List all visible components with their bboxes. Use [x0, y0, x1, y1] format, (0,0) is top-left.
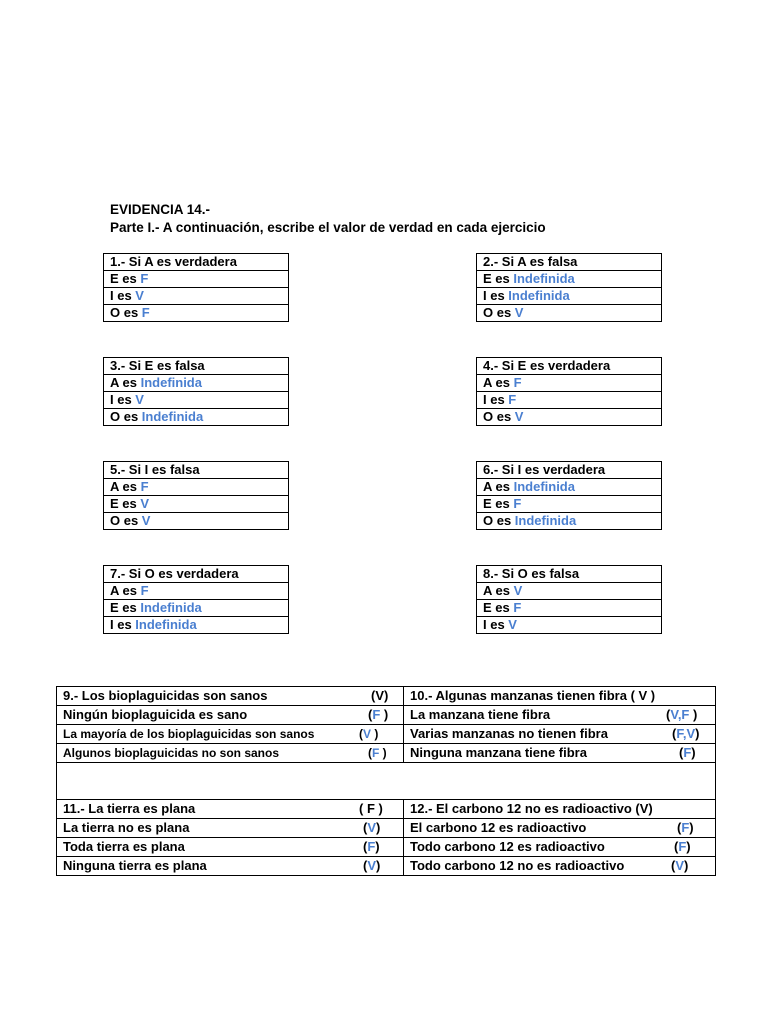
exercise-3-table — [103, 357, 289, 426]
exercise-9-row: Ningún bioplaguicida es sano (F ) — [57, 706, 404, 725]
exercise-title: 1.- Si A es verdadera — [104, 254, 289, 271]
answer-value: (V) — [371, 688, 389, 703]
answer-value: F — [513, 496, 522, 511]
answer-value: V — [513, 583, 523, 598]
exercise-10-row: La manzana tiene fibra (V,F ) — [404, 706, 716, 725]
answer-value: V — [514, 409, 524, 424]
exercise-row: E es F — [104, 271, 289, 288]
answer-value: F — [681, 820, 690, 835]
exercise-title: 3.- Si E es falsa — [104, 358, 289, 375]
answer-value: Indefinida — [140, 375, 202, 390]
exercise-12-row: El carbono 12 es radioactivo (F) — [404, 819, 716, 838]
answer-value: ( F ) — [359, 801, 383, 816]
exercise-9-row: La mayoría de los bioplaguicidas son sanos (V ) — [57, 725, 404, 744]
exercise-row: I es V — [104, 288, 289, 305]
exercise-2-table — [476, 253, 662, 322]
document-title: EVIDENCIA 14.- — [110, 202, 211, 217]
exercise-1-table — [103, 253, 289, 322]
answer-value: V — [508, 617, 517, 632]
exercise-11-row: Ninguna tierra es plana (V) — [57, 857, 404, 876]
exercise-row: O es V — [477, 409, 662, 426]
answer-value: F — [140, 583, 149, 598]
exercise-4-table — [476, 357, 662, 426]
answer-value: F — [140, 479, 149, 494]
exercise-12-row: Todo carbono 12 no es radioactivo (V) — [404, 857, 716, 876]
exercise-10-row: Ninguna manzana tiene fibra (F) — [404, 744, 716, 763]
answer-value: V,F — [670, 707, 690, 722]
exercise-row: O es Indefinida — [477, 513, 662, 530]
instructions: Parte I.- A continuación, escribe el valor de verdad en cada ejercicio — [110, 220, 546, 235]
answer-value: Indefinida — [135, 617, 197, 632]
answer-value: V — [675, 858, 685, 873]
exercise-title: 5.- Si I es falsa — [104, 462, 289, 479]
exercise-11-row: Toda tierra es plana (F) — [57, 838, 404, 857]
exercise-9-title: 9.- Los bioplaguicidas son sanos (V) — [57, 687, 404, 706]
answer-value: F — [678, 839, 687, 854]
answer-value: F — [683, 745, 692, 760]
answer-value: F — [372, 707, 381, 722]
exercise-row: A es F — [104, 479, 289, 496]
exercise-title: 8.- Si O es falsa — [477, 566, 662, 583]
exercise-11-title: 11.- La tierra es plana ( F ) — [57, 800, 404, 819]
exercise-row: A es Indefinida — [104, 375, 289, 392]
exercise-row: I es Indefinida — [477, 288, 662, 305]
exercise-12-row: Todo carbono 12 es radioactivo (F) — [404, 838, 716, 857]
exercise-title: 2.- Si A es falsa — [477, 254, 662, 271]
exercise-row: A es F — [477, 375, 662, 392]
answer-value: V — [135, 288, 144, 303]
answer-value: Indefinida — [141, 409, 204, 424]
exercise-title: 6.- Si I es verdadera — [477, 462, 662, 479]
exercise-row: I es F — [477, 392, 662, 409]
answer-value: Indefinida — [140, 600, 202, 615]
answer-value: V — [367, 820, 377, 835]
exercise-row: A es Indefinida — [477, 479, 662, 496]
exercise-row: E es F — [477, 496, 662, 513]
exercise-row: O es V — [104, 513, 289, 530]
exercise-9-row: Algunos bioplaguicidas no son sanos (F ) — [57, 744, 404, 763]
exercise-7-table — [103, 565, 289, 634]
exercise-12-title: 12.- El carbono 12 no es radioactivo (V) — [404, 800, 716, 819]
exercises-9-12-table — [56, 686, 716, 876]
answer-value: Indefinida — [513, 479, 575, 494]
exercise-title: 4.- Si E es verdadera — [477, 358, 662, 375]
exercise-row: O es V — [477, 305, 662, 322]
answer-value: V — [367, 858, 377, 873]
exercise-row: E es Indefinida — [104, 600, 289, 617]
exercise-row: E es F — [477, 600, 662, 617]
answer-value: V — [363, 727, 372, 741]
exercise-row: A es F — [104, 583, 289, 600]
answer-value: F — [141, 305, 150, 320]
exercise-8-table — [476, 565, 662, 634]
exercise-10-title: 10.- Algunas manzanas tienen fibra ( V ) — [404, 687, 716, 706]
spacer-row — [57, 763, 716, 800]
exercise-10-row: Varias manzanas no tienen fibra (F,V) — [404, 725, 716, 744]
exercise-5-table — [103, 461, 289, 530]
answer-value: F — [140, 271, 149, 286]
answer-value: F — [367, 839, 376, 854]
exercise-title: 7.- Si O es verdadera — [104, 566, 289, 583]
answer-value: Indefinida — [508, 288, 570, 303]
exercise-11-row: La tierra no es plana (V) — [57, 819, 404, 838]
exercise-row: I es V — [104, 392, 289, 409]
answer-value: Indefinida — [513, 271, 575, 286]
exercise-row: I es V — [477, 617, 662, 634]
answer-value: V — [514, 305, 524, 320]
exercise-row: A es V — [477, 583, 662, 600]
answer-value: F,V — [676, 726, 696, 741]
answer-value: F — [513, 375, 522, 390]
answer-value: F — [508, 392, 517, 407]
answer-value: F — [372, 746, 380, 760]
answer-value: V — [135, 392, 144, 407]
exercise-row: E es Indefinida — [477, 271, 662, 288]
answer-value: V — [141, 513, 151, 528]
exercise-row: O es Indefinida — [104, 409, 289, 426]
answer-value: F — [513, 600, 522, 615]
exercise-row: O es F — [104, 305, 289, 322]
answer-value: V — [140, 496, 150, 511]
exercise-6-table — [476, 461, 662, 530]
exercise-row: I es Indefinida — [104, 617, 289, 634]
answer-value: Indefinida — [514, 513, 577, 528]
exercise-row: E es V — [104, 496, 289, 513]
